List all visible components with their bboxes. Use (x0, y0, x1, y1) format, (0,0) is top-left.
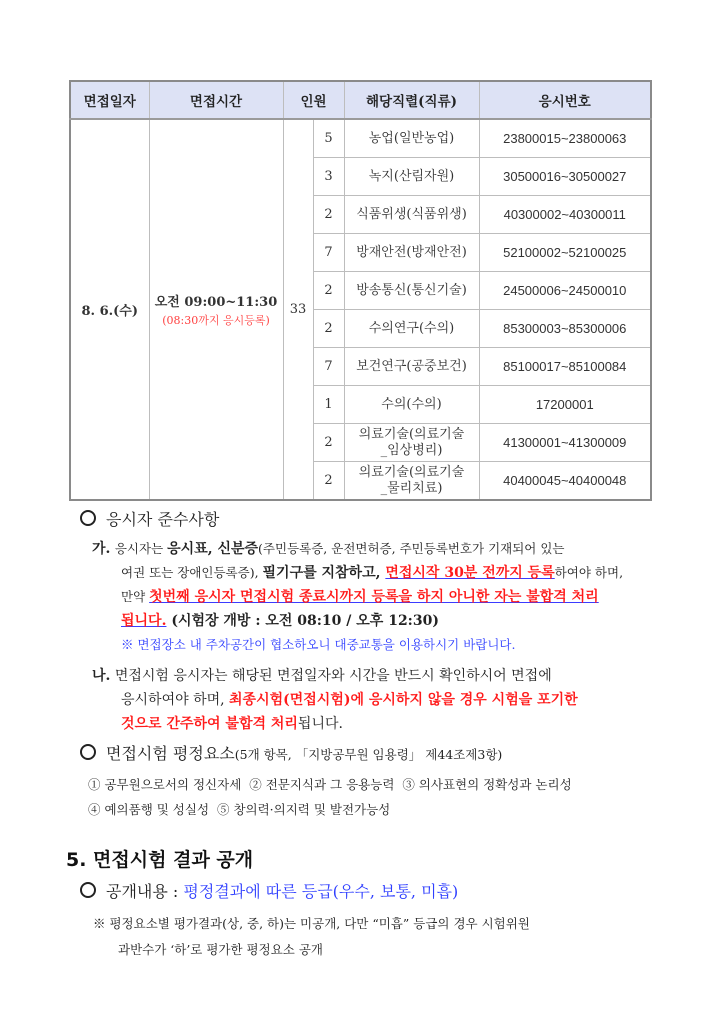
criteria-line-1: ① 공무원으로서의 정신자세 ② 전문지식과 그 응용능력 ③ 의사표현의 정확성과 논리성 (88, 777, 572, 792)
text: (주민등록증, 운전면허증, 주민등록번호가 기재되어 있는 (258, 541, 565, 556)
row-numbers: 85300003~85300006 (479, 310, 651, 348)
text: 응시하여야 하며, (121, 692, 230, 708)
exam-hall-open-time: (시험장 개방 : 오전 08:10 / 오후 12:30) (166, 613, 439, 629)
rule-na (0, 664, 720, 736)
text: 여권 또는 장애인등록증), (121, 565, 263, 580)
interview-time (149, 119, 283, 500)
text: 면접시험 응시자는 해당된 면접일자와 시간을 반드시 확인하시어 면접에 (114, 668, 552, 684)
row-job: 수의(수의) (344, 386, 479, 424)
rule-ga-line1 (0, 537, 720, 561)
row-job-line2: _물리치료) (380, 480, 443, 496)
row-job: 식품위생(식품위생) (344, 196, 479, 234)
rule-na-marker: 나. (92, 668, 111, 684)
red-underlined-text: 면접시작 30분 전까지 등록 (385, 565, 555, 581)
header-count: 인원 (283, 81, 344, 119)
row-count: 3 (313, 158, 344, 196)
bold-text: 응시표, 신분증 (167, 541, 259, 557)
registration-deadline-note: (08:30까지 응시등록) (162, 314, 270, 327)
rule-na-line1 (0, 664, 720, 688)
row-count: 2 (313, 310, 344, 348)
header-time: 면접시간 (149, 81, 283, 119)
circle-bullet-icon (80, 882, 96, 898)
row-job: 농업(일반농업) (344, 119, 479, 158)
criteria-heading (0, 742, 720, 767)
row-job (344, 462, 479, 501)
row-job: 녹지(산림자원) (344, 158, 479, 196)
header-date: 면접일자 (70, 81, 149, 119)
row-job-line1: 의료기술(의료기술 (358, 426, 465, 442)
row-numbers: 41300001~41300009 (479, 424, 651, 462)
row-numbers: 23800015~23800063 (479, 119, 651, 158)
table-header-row (70, 81, 651, 119)
criteria-line-2: ④ 예의품행 및 성실성 ⑤ 창의력·의지력 및 발전가능성 (88, 802, 391, 817)
disclosure-note-line2: 과반수가 ‘하’로 평가한 평정요소 공개 (118, 942, 323, 957)
rules-heading (0, 508, 720, 532)
row-count: 7 (313, 234, 344, 272)
section-5-title: 5. 면접시험 결과 공개 (66, 849, 254, 871)
row-job: 방송통신(통신기술) (344, 272, 479, 310)
disclosure-label: 공개내용 : (106, 882, 184, 901)
row-numbers: 40400045~40400048 (479, 462, 651, 501)
table-row (70, 119, 651, 158)
interview-time-range: 오전 09:00~11:30 (154, 295, 278, 310)
total-count: 33 (283, 119, 313, 500)
row-numbers: 17200001 (479, 386, 651, 424)
rule-ga-line3 (0, 585, 720, 609)
parking-note: ※ 면접장소 내 주차공간이 협소하오니 대중교통을 이용하시기 바랍니다. (121, 637, 516, 652)
bold-text: 필기구를 지참하고, (262, 565, 386, 581)
row-numbers: 30500016~30500027 (479, 158, 651, 196)
rule-ga-line4 (0, 609, 720, 633)
row-numbers: 24500006~24500010 (479, 272, 651, 310)
rule-ga-marker: 가. (92, 541, 111, 557)
rule-na-line3 (0, 712, 720, 736)
rule-ga-line2 (0, 561, 720, 585)
row-job-line1: 의료기술(의료기술 (358, 464, 465, 480)
row-count: 5 (313, 119, 344, 158)
text: 하여야 하며, (554, 565, 624, 580)
row-count: 2 (313, 462, 344, 501)
criteria-title-note: (5개 항목, 「지방공무원 임용령」 제44조제3항) (234, 747, 503, 762)
red-underlined-text: 첫번째 응시자 면접시험 종료시까지 등록을 하지 아니한 자는 불합격 처리 (149, 589, 599, 605)
interview-date: 8. 6.(수) (70, 119, 149, 500)
row-job: 방재안전(방재안전) (344, 234, 479, 272)
row-numbers: 85100017~85100084 (479, 348, 651, 386)
row-job (344, 424, 479, 462)
row-count: 2 (313, 424, 344, 462)
red-text: 것으로 간주하여 불합격 처리 (121, 716, 298, 732)
disclosure-item (0, 880, 720, 904)
circle-bullet-icon (80, 744, 96, 760)
disclosure-value: 평정결과에 따른 등급(우수, 보통, 미흡) (183, 882, 459, 901)
row-count: 7 (313, 348, 344, 386)
red-underlined-text: 됩니다. (121, 613, 167, 629)
rule-ga (0, 537, 720, 657)
row-numbers: 40300002~40300011 (479, 196, 651, 234)
rules-title: 응시자 준수사항 (106, 510, 220, 529)
header-numbers: 응시번호 (479, 81, 651, 119)
red-text: 최종시험(면접시험)에 응시하지 않을 경우 시험을 포기한 (229, 692, 578, 708)
header-job: 해당직렬(직류) (344, 81, 479, 119)
row-count: 2 (313, 272, 344, 310)
row-job: 보건연구(공중보건) (344, 348, 479, 386)
circle-bullet-icon (80, 510, 96, 526)
text: 응시자는 (114, 541, 168, 556)
text: 됩니다. (297, 716, 343, 732)
rule-na-line2 (0, 688, 720, 712)
interview-schedule-table (69, 80, 652, 501)
row-count: 1 (313, 386, 344, 424)
row-numbers: 52100002~52100025 (479, 234, 651, 272)
disclosure-note-line1: ※ 평정요소별 평가결과(상, 중, 하)는 미공개, 다만 “미흡” 등급의 경우 시험위원 (93, 916, 530, 931)
row-count: 2 (313, 196, 344, 234)
criteria-title: 면접시험 평정요소 (106, 744, 235, 763)
row-job-line2: _임상병리) (380, 442, 443, 458)
text: 만약 (121, 589, 150, 604)
row-job: 수의연구(수의) (344, 310, 479, 348)
